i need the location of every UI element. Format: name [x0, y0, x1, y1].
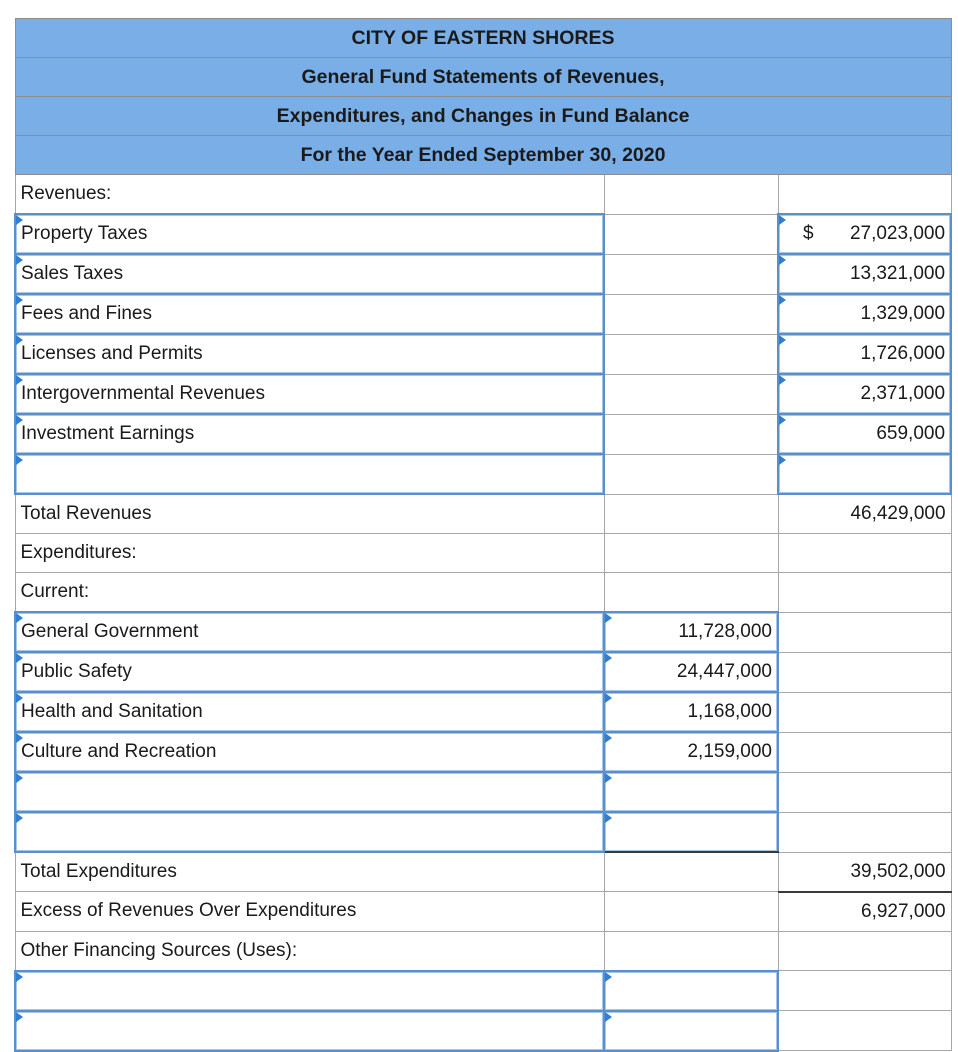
expenditure-label-input[interactable]: Public Safety — [15, 652, 604, 692]
header-row — [15, 58, 951, 97]
expenditure-amount-input-empty[interactable] — [604, 772, 778, 812]
empty-cell — [604, 254, 778, 294]
table-row — [15, 175, 951, 215]
empty-cell — [778, 652, 951, 692]
expenditure-amount-input[interactable]: 1,168,000 — [604, 692, 778, 732]
revenue-label-input[interactable]: Intergovernmental Revenues — [15, 374, 604, 414]
expenditure-amount-input[interactable]: 2,159,000 — [604, 732, 778, 772]
revenue-amount-input[interactable]: 1,726,000 — [778, 334, 951, 374]
revenue-amount-input[interactable]: 13,321,000 — [778, 254, 951, 294]
empty-cell — [604, 494, 778, 534]
empty-cell — [604, 573, 778, 613]
excess-amount: 6,927,000 — [778, 892, 951, 932]
revenue-amount-input[interactable] — [778, 214, 951, 254]
empty-cell — [604, 175, 778, 215]
table-row — [15, 374, 951, 414]
empty-cell — [604, 931, 778, 971]
table-row — [15, 454, 951, 494]
table-row — [15, 772, 951, 812]
table-row — [15, 612, 951, 652]
header-row — [15, 19, 951, 58]
total-expenditures-label: Total Expenditures — [15, 852, 604, 892]
empty-cell — [604, 214, 778, 254]
table-row — [15, 692, 951, 732]
fund-statement-table — [14, 18, 952, 1052]
expenditure-amount-input-empty[interactable] — [604, 812, 778, 852]
empty-cell — [778, 175, 951, 215]
empty-cell — [778, 931, 951, 971]
revenue-amount-input[interactable]: 2,371,000 — [778, 374, 951, 414]
empty-cell — [604, 414, 778, 454]
revenue-label-input[interactable]: Licenses and Permits — [15, 334, 604, 374]
table-row — [15, 573, 951, 613]
expenditure-amount-input[interactable]: 24,447,000 — [604, 652, 778, 692]
total-expenditures-amount: 39,502,000 — [778, 852, 951, 892]
revenue-amount-input[interactable]: 659,000 — [778, 414, 951, 454]
revenue-label-input[interactable]: Sales Taxes — [15, 254, 604, 294]
table-row — [15, 931, 951, 971]
revenue-label-input[interactable]: Investment Earnings — [15, 414, 604, 454]
header-period: For the Year Ended September 30, 2020 — [15, 136, 951, 175]
expenditure-label-input[interactable]: General Government — [15, 612, 604, 652]
table-row — [15, 1011, 951, 1051]
other-financing-label-input-empty[interactable] — [15, 1011, 604, 1051]
table-row — [15, 294, 951, 334]
table-row — [15, 534, 951, 573]
header-subtitle-2: Expenditures, and Changes in Fund Balance — [15, 97, 951, 136]
table-row — [15, 892, 951, 932]
other-financing-label: Other Financing Sources (Uses): — [15, 931, 604, 971]
empty-cell — [604, 294, 778, 334]
expenditure-amount-input[interactable]: 11,728,000 — [604, 612, 778, 652]
table-row — [15, 494, 951, 534]
expenditures-section-label: Expenditures: — [15, 534, 604, 573]
table-row — [15, 812, 951, 852]
other-financing-label-input-empty[interactable] — [15, 971, 604, 1011]
table-row — [15, 852, 951, 892]
empty-cell — [604, 454, 778, 494]
empty-cell — [778, 772, 951, 812]
expenditure-label-input-empty[interactable] — [15, 772, 604, 812]
empty-cell — [778, 692, 951, 732]
expenditure-label-input-empty[interactable] — [15, 812, 604, 852]
empty-cell — [778, 732, 951, 772]
revenue-amount: 27,023,000 — [849, 223, 946, 244]
empty-cell — [604, 374, 778, 414]
table-row — [15, 334, 951, 374]
revenue-label-input[interactable]: Fees and Fines — [15, 294, 604, 334]
table-row — [15, 214, 951, 254]
empty-cell — [604, 852, 778, 892]
header-title: CITY OF EASTERN SHORES — [15, 19, 951, 58]
expenditure-label-input[interactable]: Culture and Recreation — [15, 732, 604, 772]
table-row — [15, 652, 951, 692]
empty-cell — [778, 812, 951, 852]
empty-cell — [778, 534, 951, 573]
current-label: Current: — [15, 573, 604, 613]
empty-cell — [778, 573, 951, 613]
empty-cell — [778, 1011, 951, 1051]
revenue-amount-input-empty[interactable] — [778, 454, 951, 494]
empty-cell — [604, 334, 778, 374]
other-financing-amount-input-empty[interactable] — [604, 971, 778, 1011]
header-row — [15, 97, 951, 136]
excess-label: Excess of Revenues Over Expenditures — [15, 892, 604, 932]
empty-cell — [778, 971, 951, 1011]
revenue-amount-input[interactable]: 1,329,000 — [778, 294, 951, 334]
revenues-section-label: Revenues: — [15, 175, 604, 215]
currency-symbol: $ — [803, 223, 814, 244]
table-row — [15, 971, 951, 1011]
empty-cell — [778, 612, 951, 652]
table-row — [15, 254, 951, 294]
header-row — [15, 136, 951, 175]
header-subtitle-1: General Fund Statements of Revenues, — [15, 58, 951, 97]
other-financing-amount-input-empty[interactable] — [604, 1011, 778, 1051]
revenue-label-input-empty[interactable] — [15, 454, 604, 494]
table-row — [15, 732, 951, 772]
total-revenues-label: Total Revenues — [15, 494, 604, 534]
total-revenues-amount: 46,429,000 — [778, 494, 951, 534]
empty-cell — [604, 892, 778, 932]
empty-cell — [604, 534, 778, 573]
table-row — [15, 414, 951, 454]
expenditure-label-input[interactable]: Health and Sanitation — [15, 692, 604, 732]
revenue-label-input[interactable]: Property Taxes — [15, 214, 604, 254]
